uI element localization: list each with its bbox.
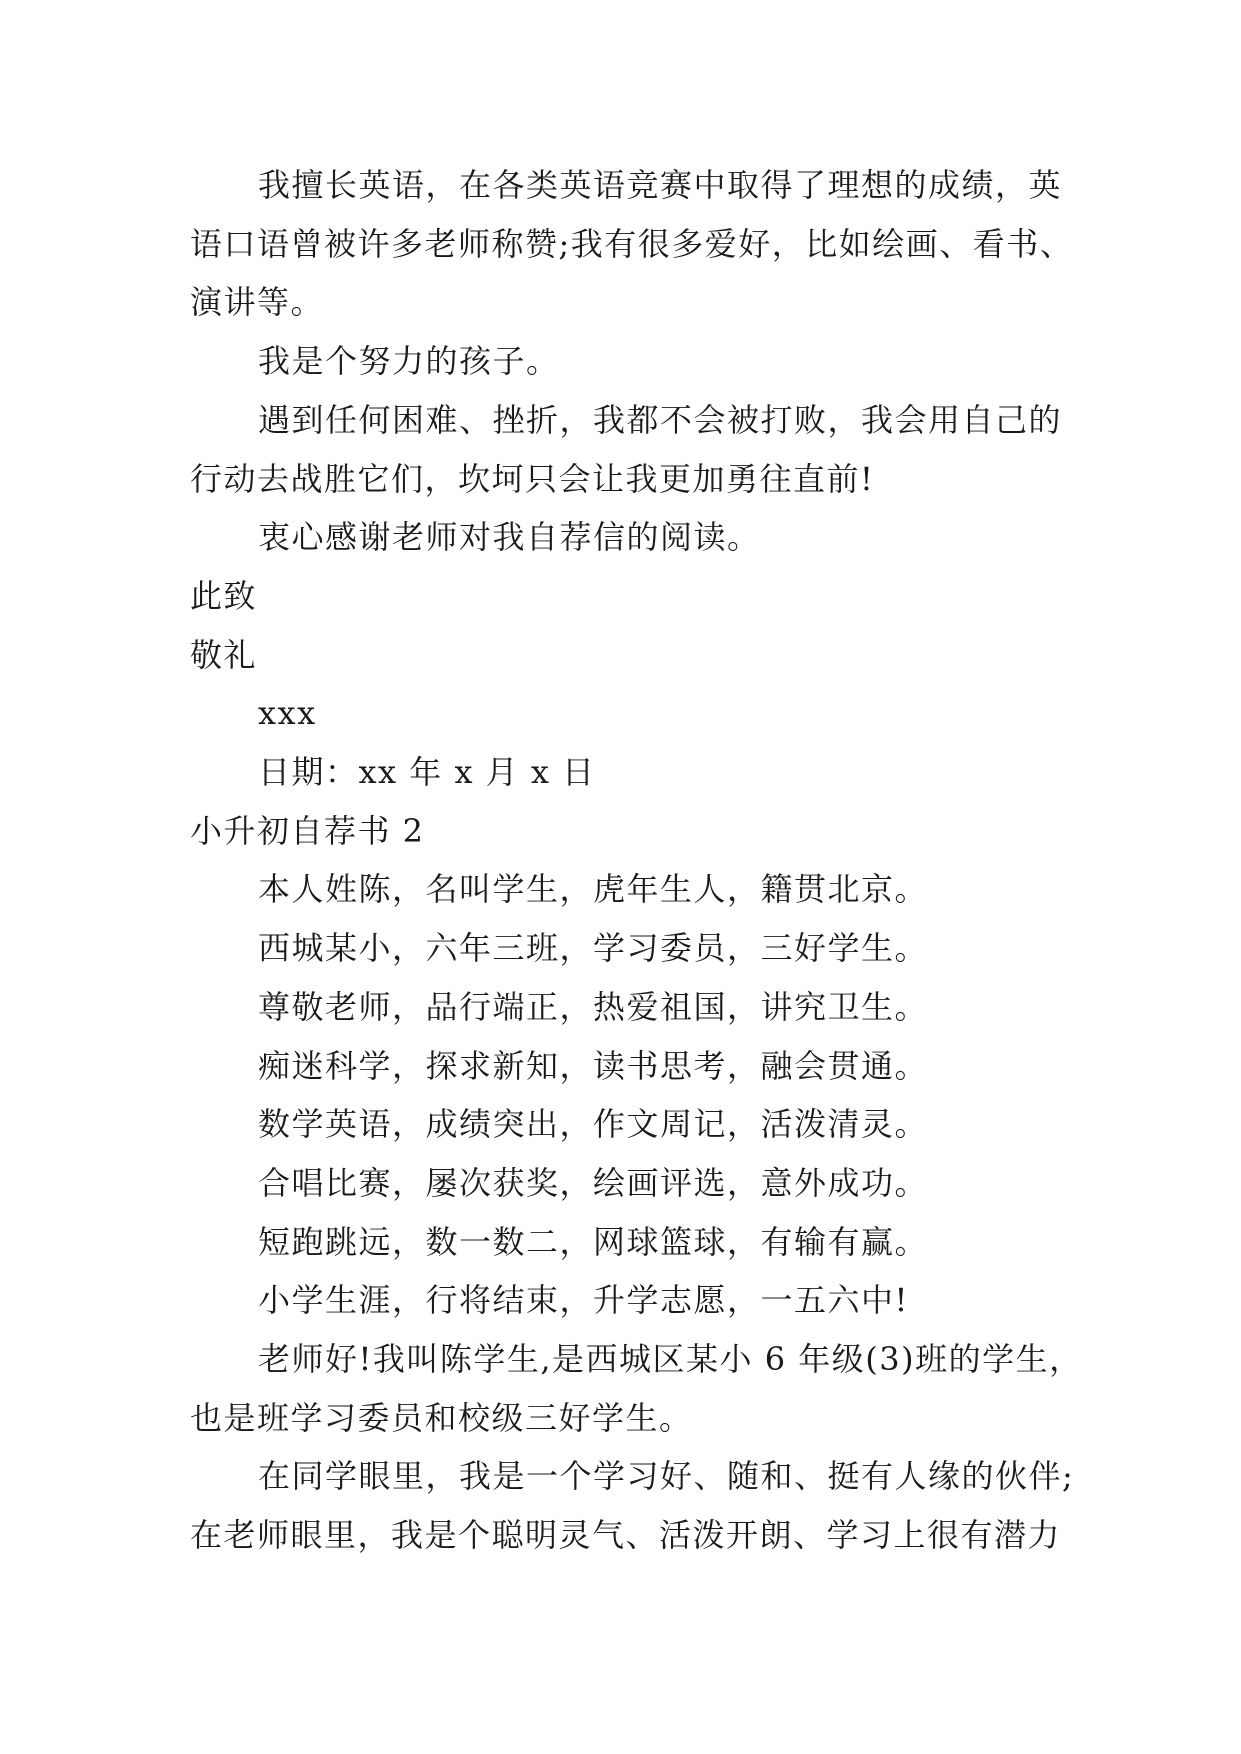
section-title: 小升初自荐书 2 (190, 811, 425, 850)
signature-date: 日期：xx 年 x 月 x 日 (258, 753, 596, 791)
paragraph-line: 老师好!我叫陈学生,是西城区某小 6 年级(3)班的学生， (258, 1340, 1083, 1378)
paragraph-line: 行动去战胜它们，坎坷只会让我更加勇往直前! (190, 459, 875, 498)
paragraph-line: 我擅长英语，在各类英语竞赛中取得了理想的成绩，英 (258, 166, 1063, 204)
closing-line: 敬礼 (190, 635, 258, 674)
paragraph-line: 本人姓陈，名叫学生，虎年生人，籍贯北京。 (258, 870, 929, 909)
paragraph-line: 遇到任何困难、挫折，我都不会被打败，我会用自己的 (258, 400, 1063, 439)
paragraph-line: 语口语曾被许多老师称赞;我有很多爱好，比如绘画、看书、 (190, 224, 1074, 263)
closing-line: 此致 (190, 576, 258, 615)
paragraph-line: 在老师眼里，我是个聪明灵气、活泼开朗、学习上很有潜力 (190, 1516, 1062, 1555)
paragraph-line: 合唱比赛，屡次获奖，绘画评选，意外成功。 (258, 1163, 929, 1202)
paragraph-line: 我是个努力的孩子。 (258, 342, 560, 381)
paragraph-line: 也是班学习委员和校级三好学生。 (190, 1398, 693, 1437)
paragraph-line: 短跑跳远，数一数二，网球篮球，有输有赢。 (258, 1222, 929, 1261)
paragraph-line: 演讲等。 (190, 283, 325, 322)
paragraph-line: 痴迷科学，探求新知，读书思考，融会贯通。 (258, 1046, 929, 1085)
paragraph-line: 衷心感谢老师对我自荐信的阅读。 (258, 518, 761, 557)
signature-name: xxx (258, 694, 317, 733)
paragraph-line: 数学英语，成绩突出，作文周记，活泼清灵。 (258, 1105, 929, 1144)
paragraph-line: 小学生涯，行将结束，升学志愿，一五六中! (258, 1281, 909, 1320)
paragraph-line: 在同学眼里，我是一个学习好、随和、挺有人缘的伙伴; (258, 1457, 1075, 1496)
paragraph-line: 西城某小，六年三班，学习委员，三好学生。 (258, 929, 929, 968)
paragraph-line: 尊敬老师，品行端正，热爱祖国，讲究卫生。 (258, 987, 929, 1026)
